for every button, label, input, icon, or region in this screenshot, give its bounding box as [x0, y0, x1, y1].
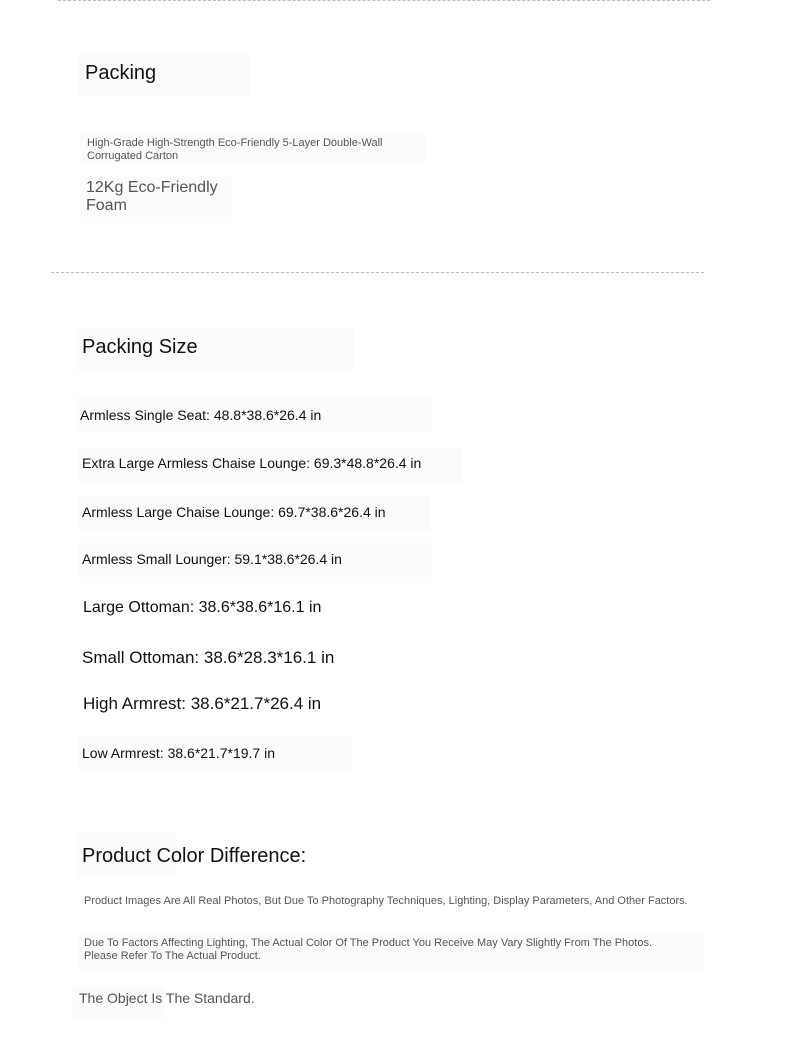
packing-size-title: Packing Size: [82, 336, 198, 358]
size-item: Extra Large Armless Chaise Lounge: 69.3*48.8*26.4 in: [82, 455, 422, 471]
size-item: Small Ottoman: 38.6*28.3*16.1 in: [82, 648, 335, 667]
size-item: Armless Large Chaise Lounge: 69.7*38.6*26.4 in: [82, 504, 386, 520]
section-divider: [51, 272, 704, 273]
color-difference-note: Product Images Are All Real Photos, But Due To Photography Techniques, Lighting, Display Parameters, And Other Factors.: [84, 895, 688, 907]
carton-description: High-Grade High-Strength Eco-Friendly 5-Layer Double-Wall Corrugated Carton: [87, 137, 383, 162]
size-item: Large Ottoman: 38.6*38.6*16.1 in: [83, 599, 322, 616]
size-item: Armless Single Seat: 48.8*38.6*26.4 in: [80, 407, 322, 423]
size-item: High Armrest: 38.6*21.7*26.4 in: [83, 694, 322, 713]
color-difference-note: Due To Factors Affecting Lighting, The Actual Color Of The Product You Receive May Vary Slightly From The Photos. Please Refer To The Actual Product.: [84, 937, 653, 962]
color-difference-title: Product Color Difference:: [82, 845, 307, 867]
size-item: Low Armrest: 38.6*21.7*19.7 in: [82, 745, 276, 761]
foam-description: 12Kg Eco-Friendly Foam: [86, 179, 218, 214]
top-divider: [58, 0, 710, 1]
standard-note: The Object Is The Standard.: [79, 990, 255, 1006]
size-item: Armless Small Lounger: 59.1*38.6*26.4 in: [82, 551, 342, 567]
packing-title: Packing: [85, 62, 157, 84]
